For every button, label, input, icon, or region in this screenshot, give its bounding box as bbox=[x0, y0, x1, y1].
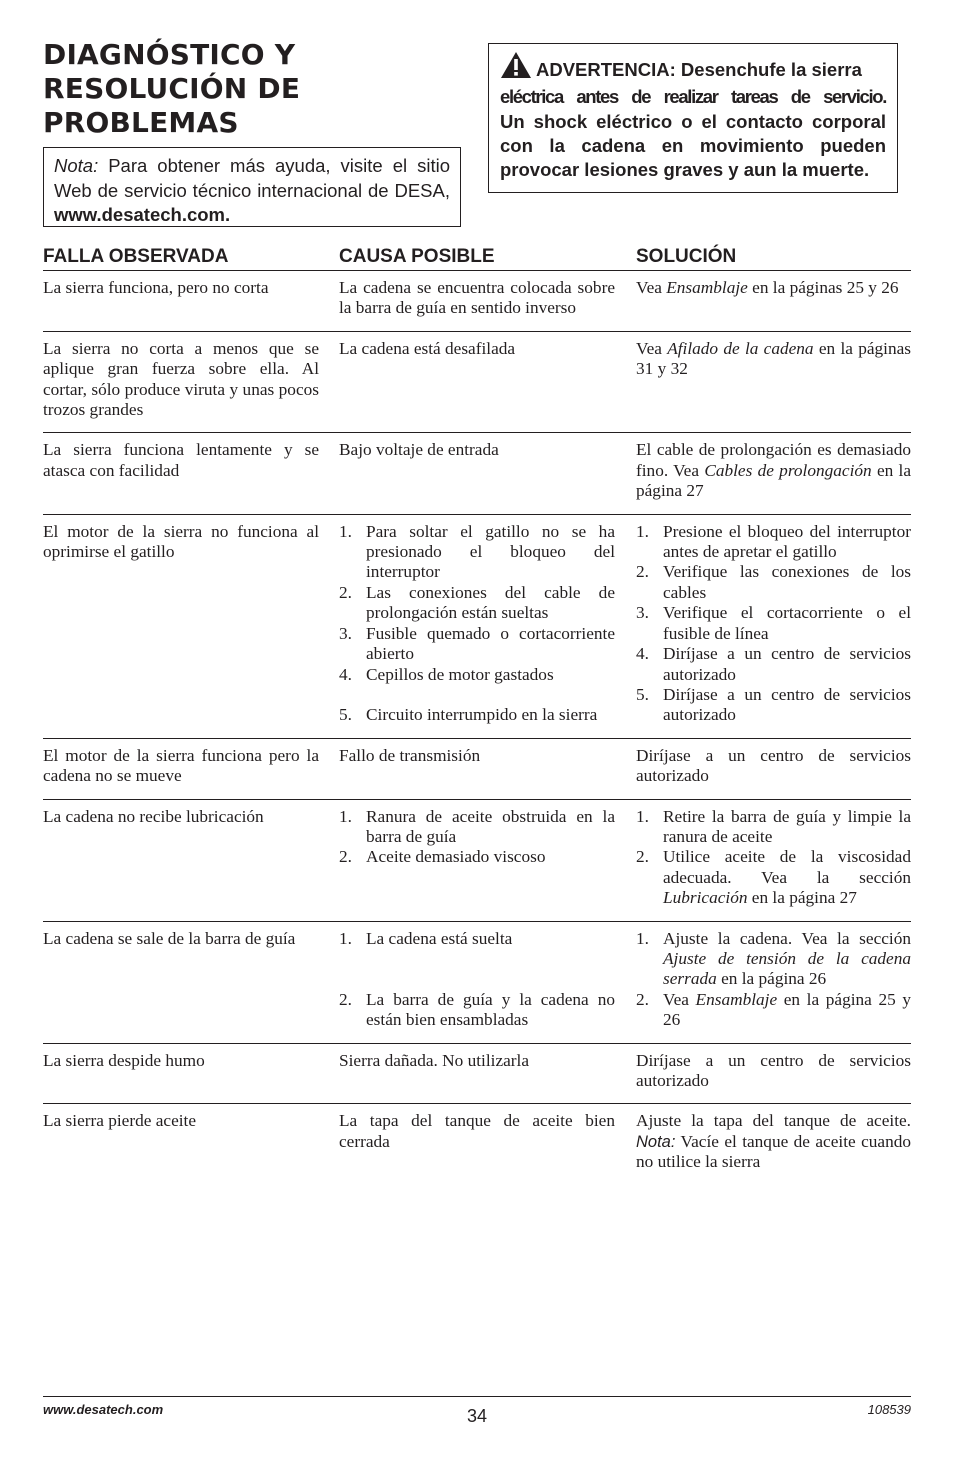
item-text: Las conexiones del cable de prolongación están sueltas bbox=[366, 582, 615, 623]
table-row bbox=[43, 1104, 911, 1184]
cell-causa bbox=[339, 807, 615, 909]
item-text: Diríjase a un centro de servicios autorizado bbox=[663, 684, 911, 725]
text-run: Vea bbox=[636, 338, 668, 358]
list-item bbox=[339, 990, 615, 1031]
item-text bbox=[663, 929, 911, 990]
text-run: en la página 25 y 26 bbox=[663, 989, 911, 1030]
table-row bbox=[43, 1044, 911, 1105]
item-text: Ranura de aceite obstruida en la barra de guía bbox=[366, 806, 615, 846]
item-number: 1. bbox=[636, 928, 649, 948]
warning-line-5: provocar lesiones graves y aun la muerte. bbox=[500, 159, 870, 181]
text-run: Retire la barra de guía y limpie la ranura de aceite bbox=[663, 806, 911, 846]
troubleshooting-table bbox=[43, 243, 911, 1185]
table-row bbox=[43, 515, 911, 739]
warning-triangle-icon bbox=[500, 51, 532, 85]
table-row bbox=[43, 922, 911, 1044]
cell-solucion bbox=[636, 440, 911, 501]
list-item bbox=[339, 624, 615, 665]
table-body bbox=[43, 271, 911, 1185]
warning-line-4: con la cadena en movimiento pueden bbox=[500, 134, 886, 156]
list-item bbox=[339, 665, 615, 685]
text-run: en la página 27 bbox=[747, 888, 857, 908]
item-number: 2. bbox=[636, 562, 649, 582]
item-number: 4. bbox=[636, 644, 649, 664]
item-text bbox=[663, 990, 911, 1031]
item-text: La cadena está suelta bbox=[366, 928, 513, 948]
cell-causa bbox=[339, 522, 615, 726]
cell-solucion bbox=[636, 278, 911, 319]
item-text: Verifique las conexiones de los cables bbox=[663, 562, 911, 602]
cell-solucion bbox=[636, 746, 911, 787]
cell-solucion bbox=[636, 522, 911, 726]
text-run: Ajuste la cadena. Vea la sección bbox=[663, 928, 911, 948]
item-text: Verifique el cortacorriente o el fusible de línea bbox=[663, 603, 911, 643]
text-run: en la páginas 25 y 26 bbox=[747, 278, 899, 297]
text-run: Diríjase a un centro de servicios autorizado bbox=[636, 1050, 911, 1090]
cell-solucion bbox=[636, 339, 911, 421]
text-run: Diríjase a un centro de servicios autorizado bbox=[636, 745, 911, 786]
item-number: 1. bbox=[339, 521, 352, 541]
footer-url: www.desatech.com bbox=[43, 1402, 164, 1417]
item-number: 3. bbox=[339, 623, 352, 643]
warning-line-3: Un shock eléctrico o el contacto corporal bbox=[500, 110, 886, 132]
text-run: en la página 27 bbox=[636, 460, 912, 501]
cell-causa: Sierra dañada. No utilizarla bbox=[339, 1050, 530, 1070]
cell-solucion bbox=[636, 807, 911, 909]
italic-ref: Ensamblaje bbox=[666, 278, 748, 297]
cell-falla: La sierra pierde aceite bbox=[43, 1111, 197, 1131]
table-row bbox=[43, 332, 911, 434]
item-number: 2. bbox=[636, 847, 649, 867]
cell-causa: La cadena está desafilada bbox=[339, 338, 516, 358]
warning-box bbox=[488, 43, 898, 193]
item-text: Presione el bloqueo del interruptor antes de apretar el gatillo bbox=[663, 521, 911, 562]
item-text: Fusible quemado o cortacorriente abierto bbox=[366, 623, 615, 664]
item-number: 1. bbox=[636, 806, 649, 826]
note-text: Para obtener más ayuda, visite el sitio Web de servicio técnico internacional de DESA, bbox=[54, 155, 450, 201]
note-url: www.desatech.com. bbox=[54, 204, 231, 225]
cell-falla: La sierra funciona lentamente y se atasca con facilidad bbox=[43, 440, 319, 480]
item-text: Circuito interrumpido en la sierra bbox=[366, 705, 598, 725]
item-number: 1. bbox=[339, 806, 352, 826]
title-line: PROBLEMAS bbox=[43, 106, 239, 139]
list-item bbox=[339, 847, 615, 867]
list-item bbox=[636, 603, 911, 644]
header-solucion: SOLUCIÓN bbox=[636, 246, 737, 267]
table-row bbox=[43, 271, 911, 332]
item-number: 5. bbox=[339, 705, 352, 725]
italic-ref: Ensamblaje bbox=[695, 989, 778, 1009]
table-header bbox=[43, 243, 911, 270]
item-text bbox=[663, 847, 911, 908]
cell-falla: La cadena no recibe lubricación bbox=[43, 806, 264, 826]
list-item bbox=[636, 522, 911, 563]
footer-divider bbox=[43, 1396, 911, 1397]
cell-causa: La tapa del tanque de aceite bien cerrada bbox=[339, 1111, 615, 1151]
cell-causa bbox=[339, 929, 615, 1031]
list-item bbox=[339, 522, 615, 583]
text-run: El cable de prolongación es demasiado fino. Vea bbox=[636, 440, 911, 480]
header-causa: CAUSA POSIBLE bbox=[339, 246, 495, 267]
document-code: 108539 bbox=[867, 1402, 911, 1417]
item-text: La barra de guía y la cadena no están bien ensambladas bbox=[366, 989, 615, 1030]
item-number: 1. bbox=[339, 928, 352, 948]
item-number: 4. bbox=[339, 664, 352, 684]
list-spacer bbox=[339, 969, 615, 989]
item-number: 1. bbox=[636, 521, 649, 541]
italic-ref: Lubricación bbox=[663, 888, 748, 908]
table-row bbox=[43, 433, 911, 514]
warning-line-1: ADVERTENCIA: Desenchufe la sierra bbox=[500, 51, 886, 85]
cell-falla: El motor de la sierra funciona pero la cadena no se mueve bbox=[43, 745, 319, 786]
title-line: DIAGNÓSTICO Y bbox=[43, 38, 296, 71]
cell-falla: El motor de la sierra no funciona al oprimirse el gatillo bbox=[43, 521, 319, 562]
list-item bbox=[636, 807, 911, 848]
cell-falla: La sierra no corta a menos que se aplique gran fuerza sobre ella. Al cortar, sólo produce viruta y unas pocos trozos grandes bbox=[43, 338, 319, 420]
list-item bbox=[636, 929, 911, 990]
item-text: Para soltar el gatillo no se ha presionado el bloqueo del interruptor bbox=[366, 521, 615, 582]
item-text: Cepillos de motor gastados bbox=[366, 664, 554, 684]
text-run: Utilice aceite de la viscosidad adecuada. Vea la sección bbox=[663, 847, 911, 887]
item-number: 5. bbox=[636, 684, 649, 704]
list-item bbox=[339, 929, 615, 949]
item-text: Aceite demasiado viscoso bbox=[366, 847, 546, 867]
cell-causa: La cadena se encuentra colocada sobre la barra de guía en sentido inverso bbox=[339, 278, 615, 318]
text-run: Ajuste la tapa del tanque de aceite. bbox=[636, 1111, 911, 1131]
cell-causa: Bajo voltaje de entrada bbox=[339, 440, 499, 460]
note-label: Nota: bbox=[636, 1132, 676, 1151]
item-text bbox=[663, 807, 911, 848]
note-label: Nota: bbox=[54, 155, 99, 176]
item-number: 2. bbox=[339, 847, 352, 867]
page-number: 34 bbox=[466, 1406, 488, 1426]
list-item bbox=[339, 583, 615, 624]
italic-ref: Ajuste de tensión de la cadena serrada bbox=[663, 948, 911, 989]
title-line: RESOLUCIÓN DE bbox=[43, 72, 301, 105]
list-item bbox=[339, 705, 615, 725]
list-item bbox=[636, 685, 911, 726]
cell-falla: La sierra funciona, pero no corta bbox=[43, 278, 269, 297]
item-number: 2. bbox=[339, 582, 352, 602]
item-text: Diríjase a un centro de servicios autorizado bbox=[663, 644, 911, 684]
page-title bbox=[43, 38, 463, 140]
list-spacer bbox=[339, 685, 615, 705]
italic-ref: Cables de prolongación bbox=[704, 460, 872, 480]
cell-falla: La sierra despide humo bbox=[43, 1050, 205, 1070]
help-note-box bbox=[43, 147, 461, 227]
list-item bbox=[636, 847, 911, 908]
cell-falla: La cadena se sale de la barra de guía bbox=[43, 928, 296, 948]
cell-solucion bbox=[636, 929, 911, 1031]
table-row bbox=[43, 800, 911, 922]
header-falla: FALLA OBSERVADA bbox=[43, 246, 229, 267]
italic-ref: Afilado de la cadena bbox=[667, 338, 814, 358]
cell-solucion bbox=[636, 1051, 911, 1092]
list-item bbox=[636, 644, 911, 685]
cell-solucion bbox=[636, 1111, 911, 1172]
text-run: en la página 26 bbox=[716, 969, 827, 989]
list-item bbox=[339, 807, 615, 848]
list-item bbox=[636, 562, 911, 603]
cell-causa: Fallo de transmisión bbox=[339, 745, 481, 765]
warning-line-2: eléctrica antes de realizar tareas de servicio. bbox=[500, 86, 886, 108]
text-run: Vea bbox=[663, 989, 696, 1009]
text-run: Vea bbox=[636, 278, 667, 297]
list-item bbox=[636, 990, 911, 1031]
item-number: 2. bbox=[636, 989, 649, 1009]
item-number: 3. bbox=[636, 603, 649, 623]
text-run: Vacíe el tanque de aceite cuando no utilice la sierra bbox=[636, 1131, 911, 1172]
item-number: 2. bbox=[339, 989, 352, 1009]
table-row bbox=[43, 739, 911, 800]
list-spacer bbox=[339, 949, 615, 969]
text-run: en la páginas 31 y 32 bbox=[636, 338, 911, 379]
